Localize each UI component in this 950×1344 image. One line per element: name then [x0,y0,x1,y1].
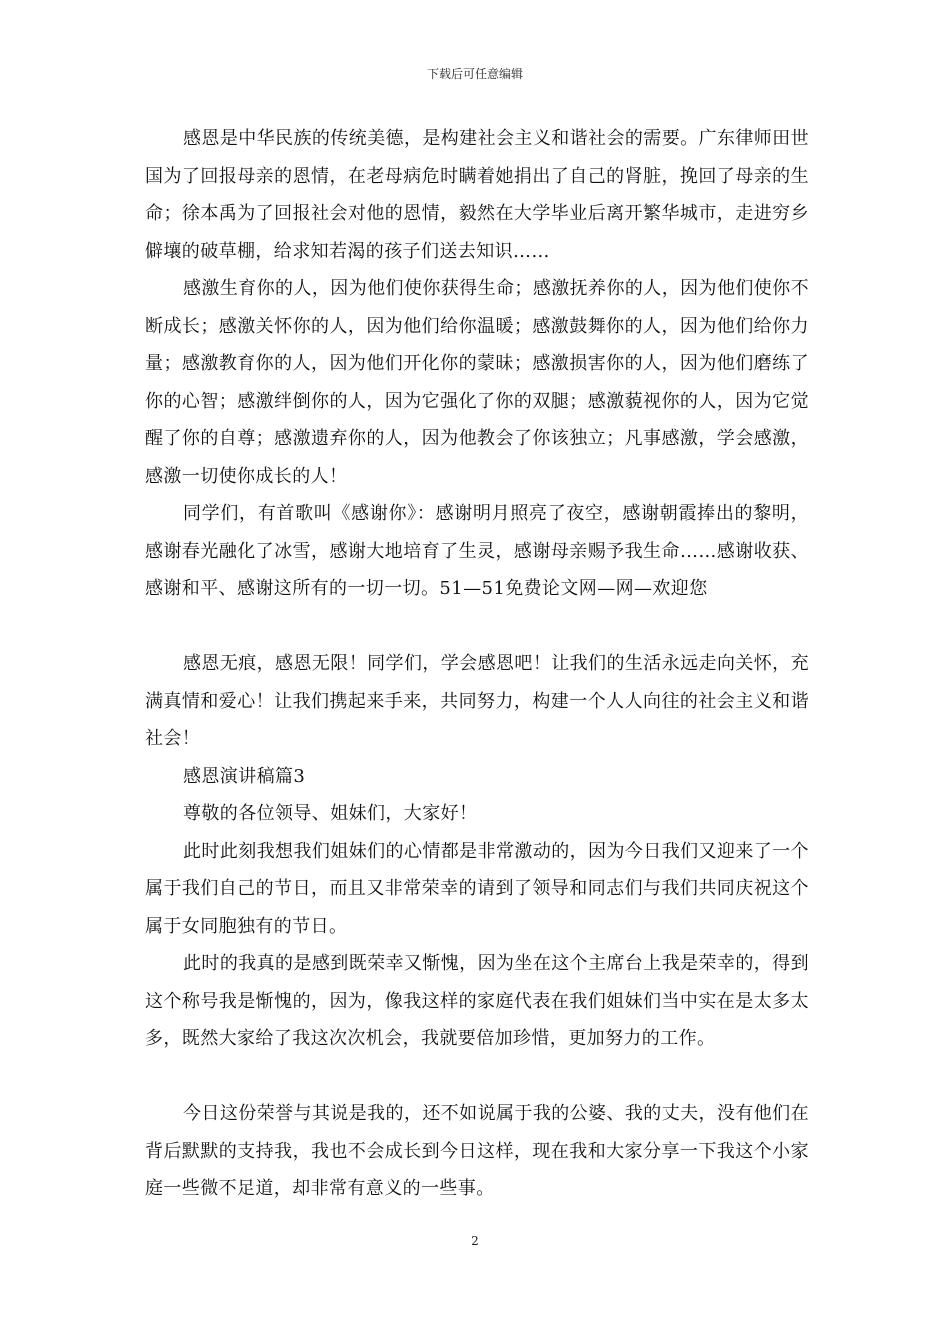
document-body [145,120,809,1208]
greeting: 尊敬的各位领导、姐妹们，大家好！ [183,803,478,824]
paragraph-thank-people: 感激生育你的人，因为他们使你获得生命；感激抚养你的人，因为他们使你不断成长；感激关怀你的人，因为他们给你温暖；感激鼓舞你的人，因为他们给你力量；感激教育你的人，因为他们开化你的蒙昧；感激损害你的人，因为他们磨练了你的心智；感激绊倒你的人，因为它强化了你的双腿；感激藐视你的人，因为它觉醒了你的自尊；感激遗弃你的人，因为他教会了你该独立；凡事感激，学会感激，感激一切使你成长的人！ [145,278,809,487]
paragraph-gap [145,608,809,646]
paragraph-gratitude-endless: 感恩无痕，感恩无限！同学们，学会感恩吧！让我们的生活永远走向关怀，充满真情和爱心！让我们携起来手来，共同努力，构建一个人人向往的社会主义和谐社会！ [145,653,809,749]
paragraph-thank-you-song: 同学们，有首歌叫《感谢你》：感谢明月照亮了夜空，感谢朝霞捧出的黎明，感谢春光融化了冰雪，感谢大地培育了生灵，感谢母亲赐予我生命……感谢收获、感谢和平、感谢这所有的一切一切。51—51免费论文网—网—欢迎您 [145,503,809,599]
page-header: 下载后可任意编辑 [426,67,523,81]
paragraph-gap [145,1058,809,1096]
paragraph-festival: 此时此刻我想我们姐妹们的心情都是非常激动的，因为今日我们又迎来了一个属于我们自己的节日，而且又非常荣幸的请到了领导和同志们与我们共同庆祝这个属于女同胞独有的节日。 [145,840,809,937]
paragraph-gratitude-virtue: 感恩是中华民族的传统美德，是构建社会主义和谐社会的需要。广东律师田世国为了回报母亲的恩情，在老母病危时瞒着她捐出了自己的肾脏，挽回了母亲的生命；徐本禹为了回报社会对他的恩情，毅然在大学毕业后离开繁华城市，走进穷乡僻壤的破草棚，给求知若渴的孩子们送去知识…… [145,128,809,262]
paragraph-honored: 此时的我真的是感到既荣幸又惭愧，因为坐在这个主席台上我是荣幸的，得到这个称号我是惭愧的，因为，像我这样的家庭代表在我们姐妹们当中实在是太多太多，既然大家给了我这次次机会，我就要倍加珍惜，更加努力的工作。 [145,953,809,1049]
section-title: 感恩演讲稿篇3 [183,765,306,787]
paragraph-family-support: 今日这份荣誉与其说是我的，还不如说属于我的公婆、我的丈夫，没有他们在背后默默的支持我，我也不会成长到今日这样，现在我和大家分享一下我这个小家庭一些微不足道，却非常有意义的一些事。 [145,1103,809,1199]
page-number: 2 [471,1234,479,1248]
